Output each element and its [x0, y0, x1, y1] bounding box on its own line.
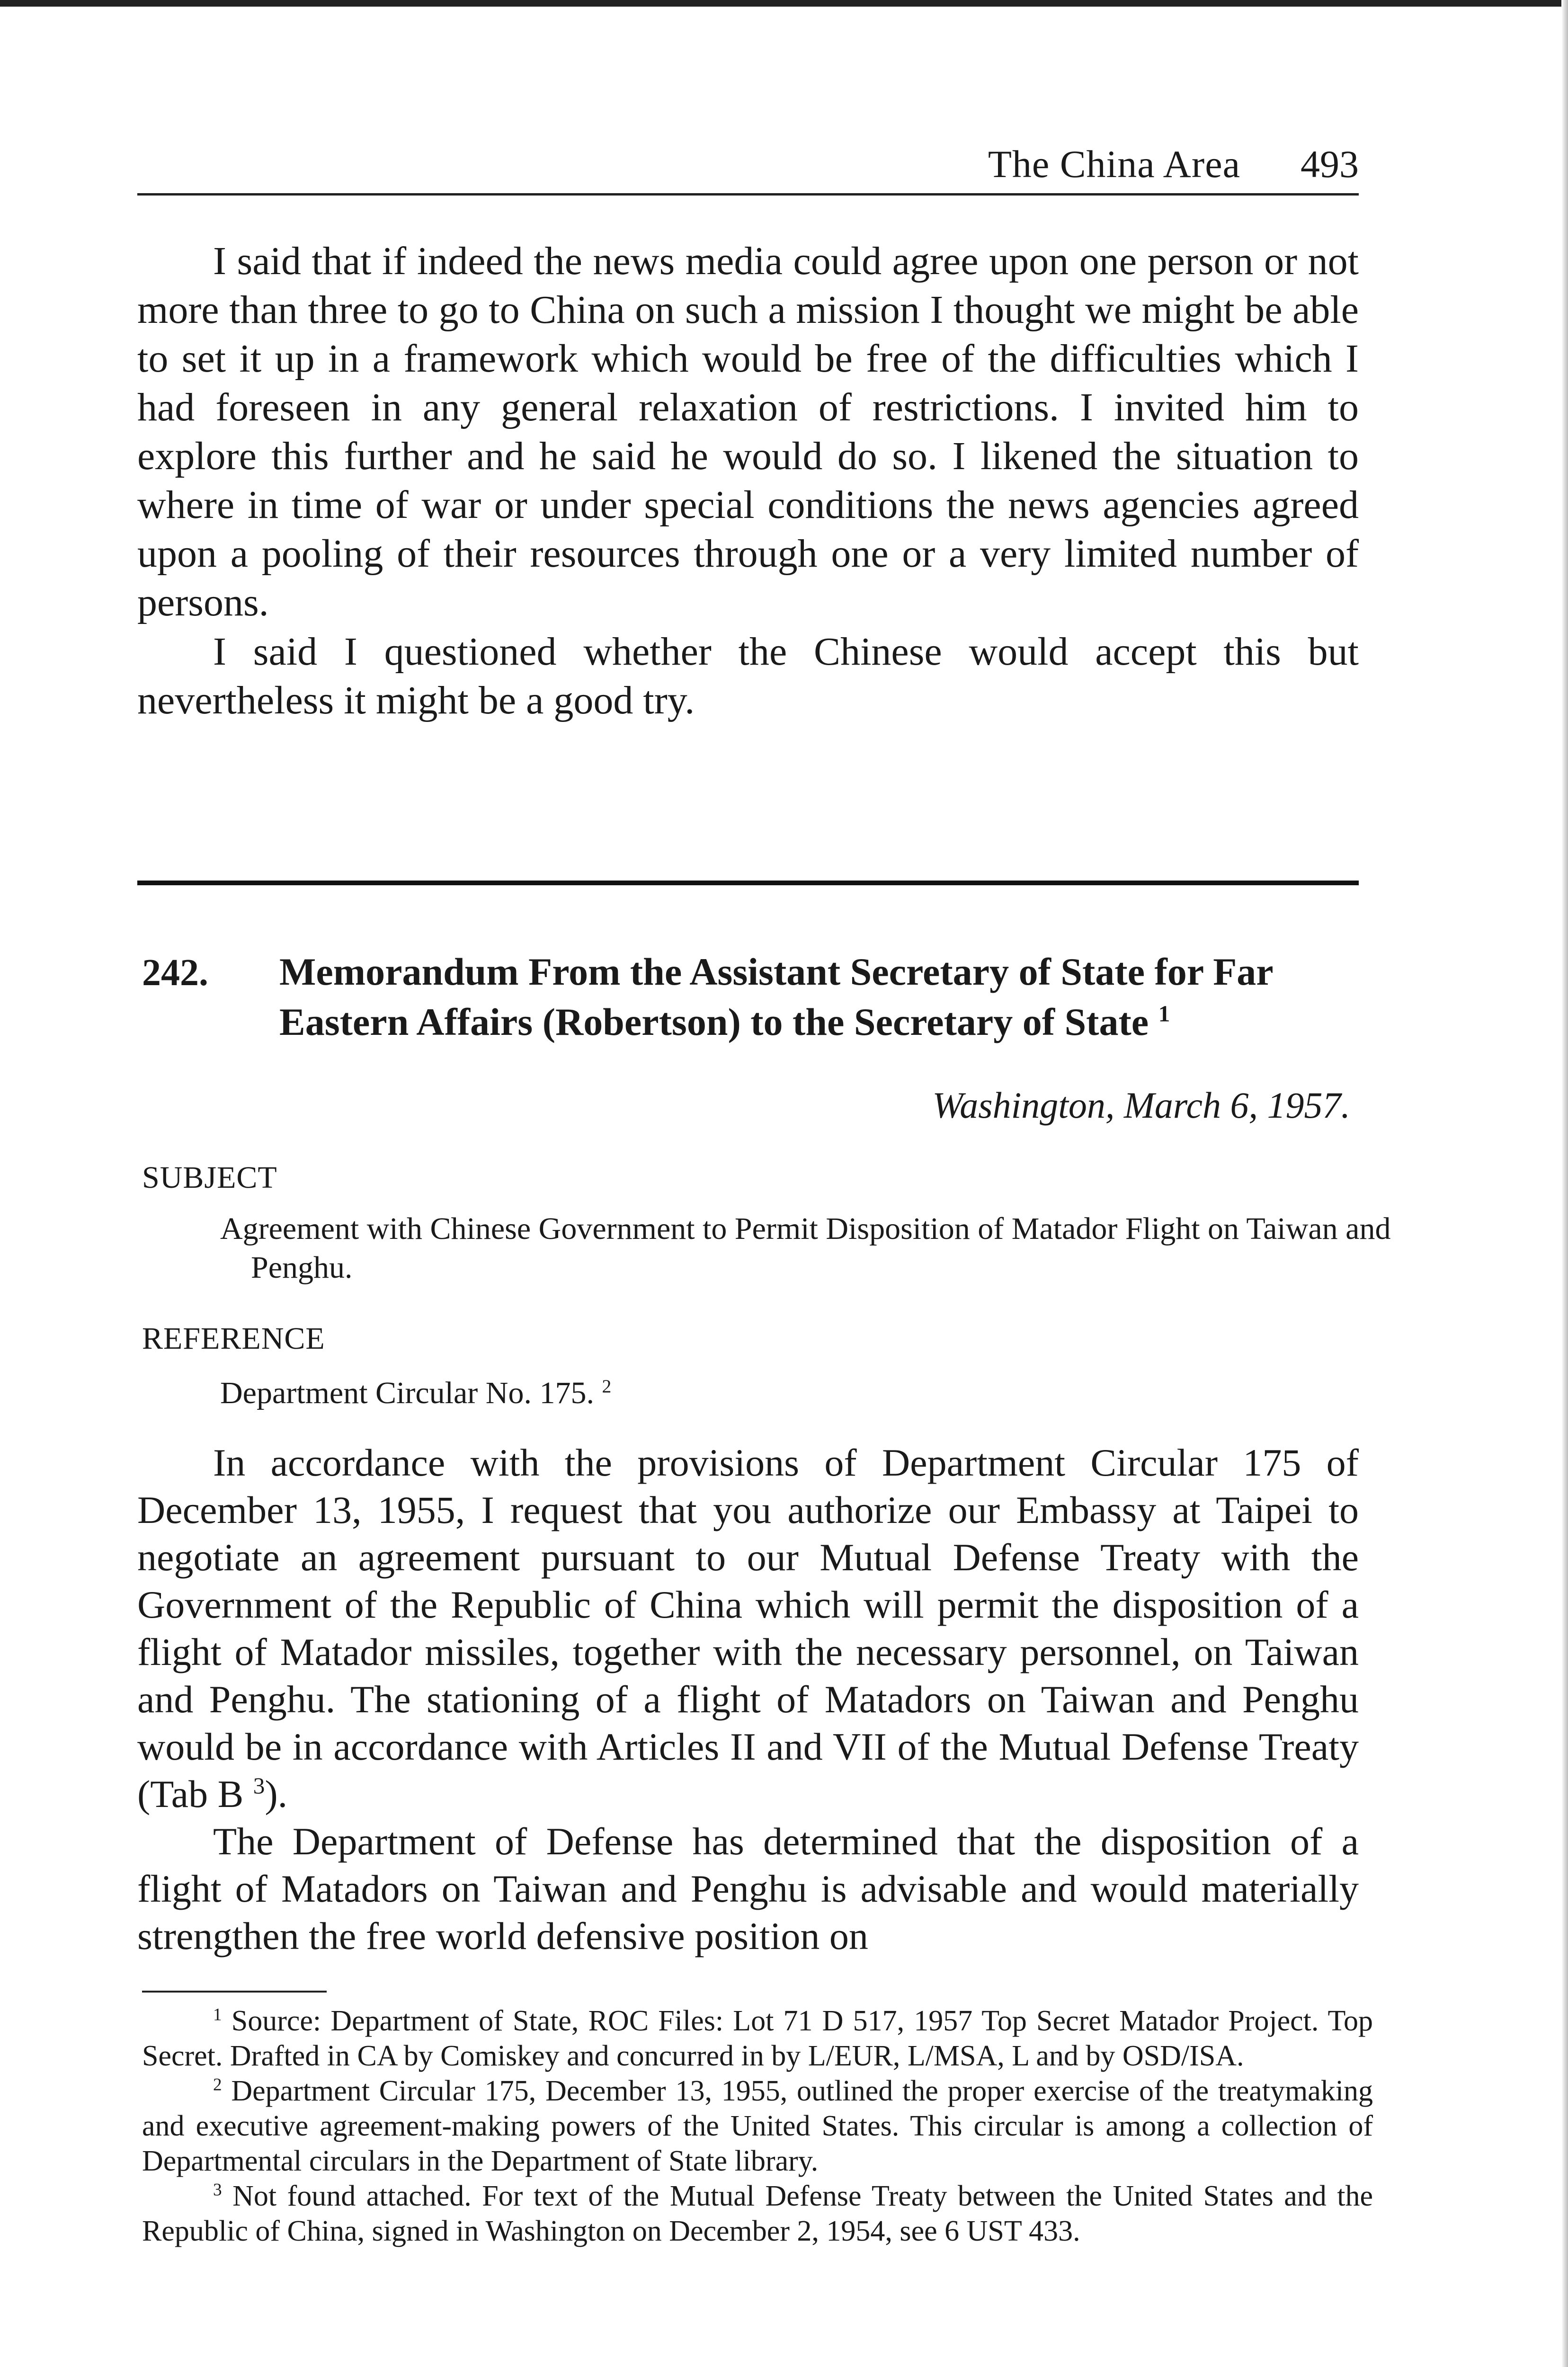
reference-text [220, 1375, 611, 1411]
document-title [279, 947, 1359, 1047]
subject-label: SUBJECT [142, 1160, 277, 1195]
body-paragraph-1-close: ). [265, 1772, 288, 1815]
scan-right-edge [1561, 0, 1568, 2367]
footnote-rule [142, 1991, 327, 1993]
footnote-3 [142, 2179, 1373, 2249]
footnote-1 [142, 2003, 1373, 2073]
footnote-ref-2: 2 [602, 1376, 612, 1397]
footnote-text-1: Source: Department of State, ROC Files: Lot 71 D 517, 1957 Top Secret Matador Project. Top Secret. Drafted in CA by Comiskey and concurred in by L/EUR, L/MSA, L and by OSD/ISA. [142, 2005, 1373, 2072]
footnote-ref-3: 3 [253, 1772, 265, 1799]
footnote-text-2: Department Circular 175, December 13, 1955, outlined the proper exercise of the treatymaking and executive agreement-making powers of the United States. This circular is among a collection of Departmental circulars in the Department of State library. [142, 2075, 1373, 2177]
body-paragraph-1-text: In accordance with the provisions of Department Circular 175 of December 13, 1955, I request that you authorize our Embassy at Taipei to negotiate an agreement pursuant to our Mutual Defense Treaty with the Government of the Republic of China which will permit the disposition of a flight of Matador missiles, together with the necessary personnel, on Taiwan and Penghu. The stationing of a flight of Matadors on Taiwan and Penghu would be in accordance with Articles II and VII of the Mutual Defense Treaty (Tab B [137, 1441, 1359, 1815]
footnote-mark-3: 3 [213, 2180, 222, 2200]
footnote-mark-1: 1 [213, 2005, 222, 2025]
reference-text-body: Department Circular No. 175. [220, 1376, 594, 1410]
header-rule [137, 193, 1359, 196]
subject-text: Agreement with Chinese Government to Permit Disposition of Matador Flight on Taiwan and Penghu. [220, 1211, 1391, 1285]
body-paragraph-2: The Department of Defense has determined that the disposition of a flight of Matadors on Taiwan and Penghu is advisable and would materially strengthen the free world defensive position on [137, 1820, 1359, 1958]
footnotes [142, 2003, 1373, 2249]
footnote-ref-1: 1 [1158, 1000, 1170, 1027]
reference-label: REFERENCE [142, 1321, 325, 1356]
scan-top-edge [0, 0, 1568, 7]
body-paragraph-1 [137, 1439, 1359, 1818]
page-number: 493 [1301, 142, 1359, 186]
continued-paragraph-2: I said I questioned whether the Chinese would accept this but nevertheless it might be a good try. [137, 630, 1359, 722]
document-title-text: Memorandum From the Assistant Secretary of State for Far Eastern Affairs (Robertson) to the Secretary of State [279, 950, 1273, 1043]
continued-paragraph-1: I said that if indeed the news media could agree upon one person or not more than three to go to China on such a mission I thought we might be able to set it up in a framework which would be free of the difficulties which I had foreseen in any general relaxation of restrictions. I invited him to explore this further and he said he would do so. I likened the situation to where in time of war or under special conditions the news agencies agreed upon a pooling of their resources through one or a very limited number of persons. [137, 239, 1359, 624]
footnote-mark-2: 2 [213, 2075, 222, 2095]
running-title: The China Area [988, 142, 1240, 186]
footnote-2 [142, 2073, 1373, 2179]
footnote-text-3: Not found attached. For text of the Mutual Defense Treaty between the United States and the Republic of China, signed in Washington on December 2, 1954, see 6 UST 433. [142, 2180, 1373, 2247]
page-header [137, 137, 1359, 189]
document-number: 242. [142, 952, 208, 994]
dateline: Washington, March 6, 1957. [932, 1085, 1350, 1126]
section-divider [137, 881, 1359, 885]
